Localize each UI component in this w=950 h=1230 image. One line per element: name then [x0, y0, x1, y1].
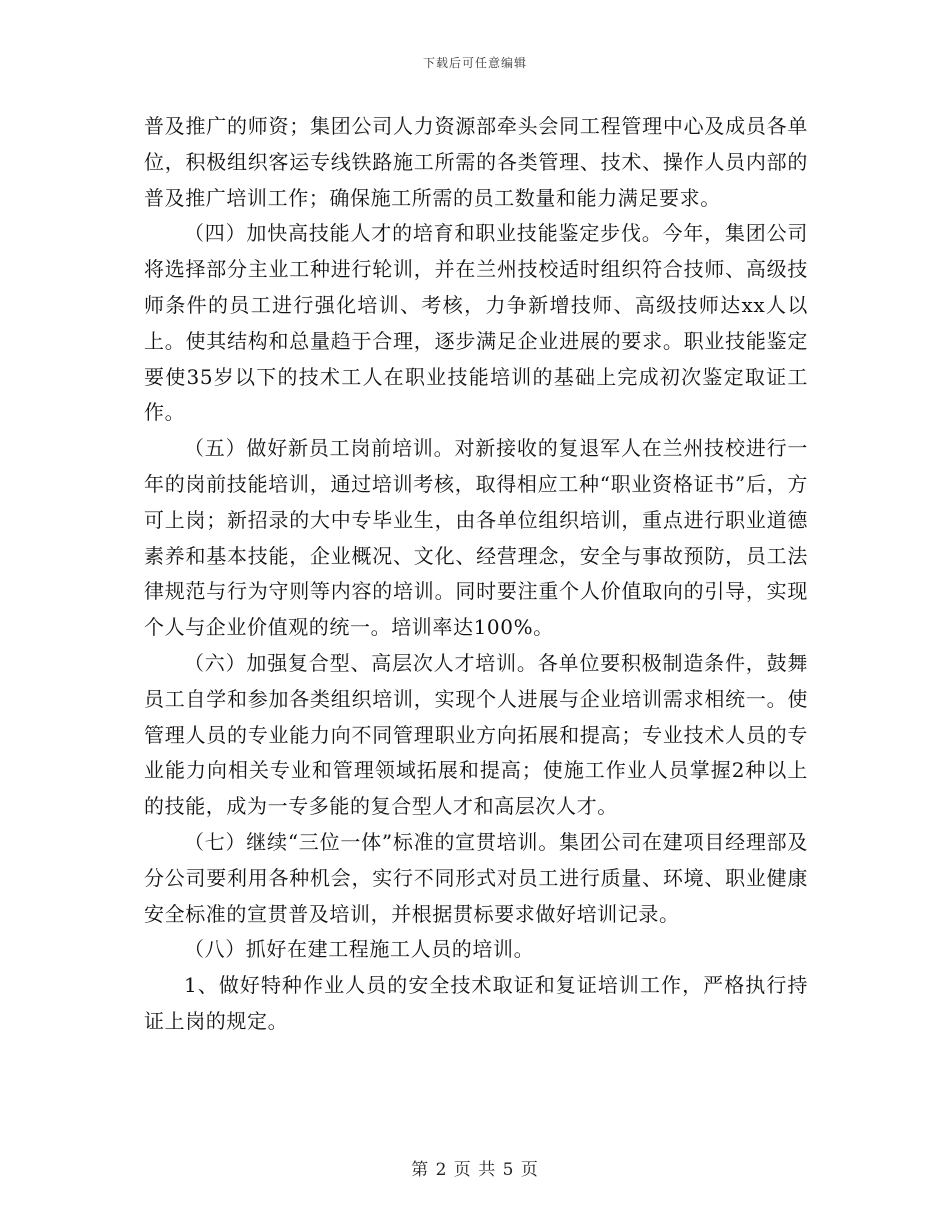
document-body	[144, 109, 808, 1040]
paragraph-section-5: （五）做好新员工岗前培训。对新接收的复退军人在兰州技校进行一年的岗前技能培训，通过培训考核，取得相应工种“职业资格证书”后，方可上岗；新招录的大中专毕业生，由各单位组织培训，重点进行职业道德素养和基本技能，企业概况、文化、经营理念，安全与事故预防，员工法律规范与行为守则等内容的培训。同时要注重个人价值取向的引导，实现个人与企业价值观的统一。培训率达100%。	[144, 436, 808, 640]
page-number: 第 2 页 共 5 页	[411, 1160, 539, 1180]
paragraph-section-4: （四）加快高技能人才的培育和职业技能鉴定步伐。今年，集团公司将选择部分主业工种进行轮训，并在兰州技校适时组织符合技师、高级技师条件的员工进行强化培训、考核，力争新增技师、高级技师达xx人以上。使其结构和总量趋于合理，逐步满足企业进展的要求。职业技能鉴定要使35岁以下的技术工人在职业技能培训的基础上完成初次鉴定取证工作。	[144, 221, 808, 425]
paragraph-section-8: （八）抓好在建工程施工人员的培训。	[184, 937, 535, 962]
page-header: 下载后可任意编辑	[422, 56, 527, 70]
paragraph-item-1: 1、做好特种作业人员的安全技术取证和复证培训工作，严格执行持证上岗的规定。	[144, 973, 808, 1033]
paragraph-section-7: （七）继续“三位一体”标准的宣贯培训。集团公司在建项目经理部及分公司要利用各种机会，实行不同形式对员工进行质量、环境、职业健康安全标准的宣贯普及培训，并根据贯标要求做好培训记录。	[144, 829, 808, 926]
paragraph-section-6: （六）加强复合型、高层次人才培训。各单位要积极制造条件，鼓舞员工自学和参加各类组织培训，实现个人进展与企业培训需求相统一。使管理人员的专业能力向不同管理职业方向拓展和提高；专业技术人员的专业能力向相关专业和管理领域拓展和提高；使施工作业人员掌握2种以上的技能，成为一专多能的复合型人才和高层次人才。	[144, 650, 808, 819]
paragraph-continuation: 普及推广的师资；集团公司人力资源部牵头会同工程管理中心及成员各单位，积极组织客运专线铁路施工所需的各类管理、技术、操作人员内部的普及推广培训工作；确保施工所需的员工数量和能力满足要求。	[144, 114, 808, 210]
